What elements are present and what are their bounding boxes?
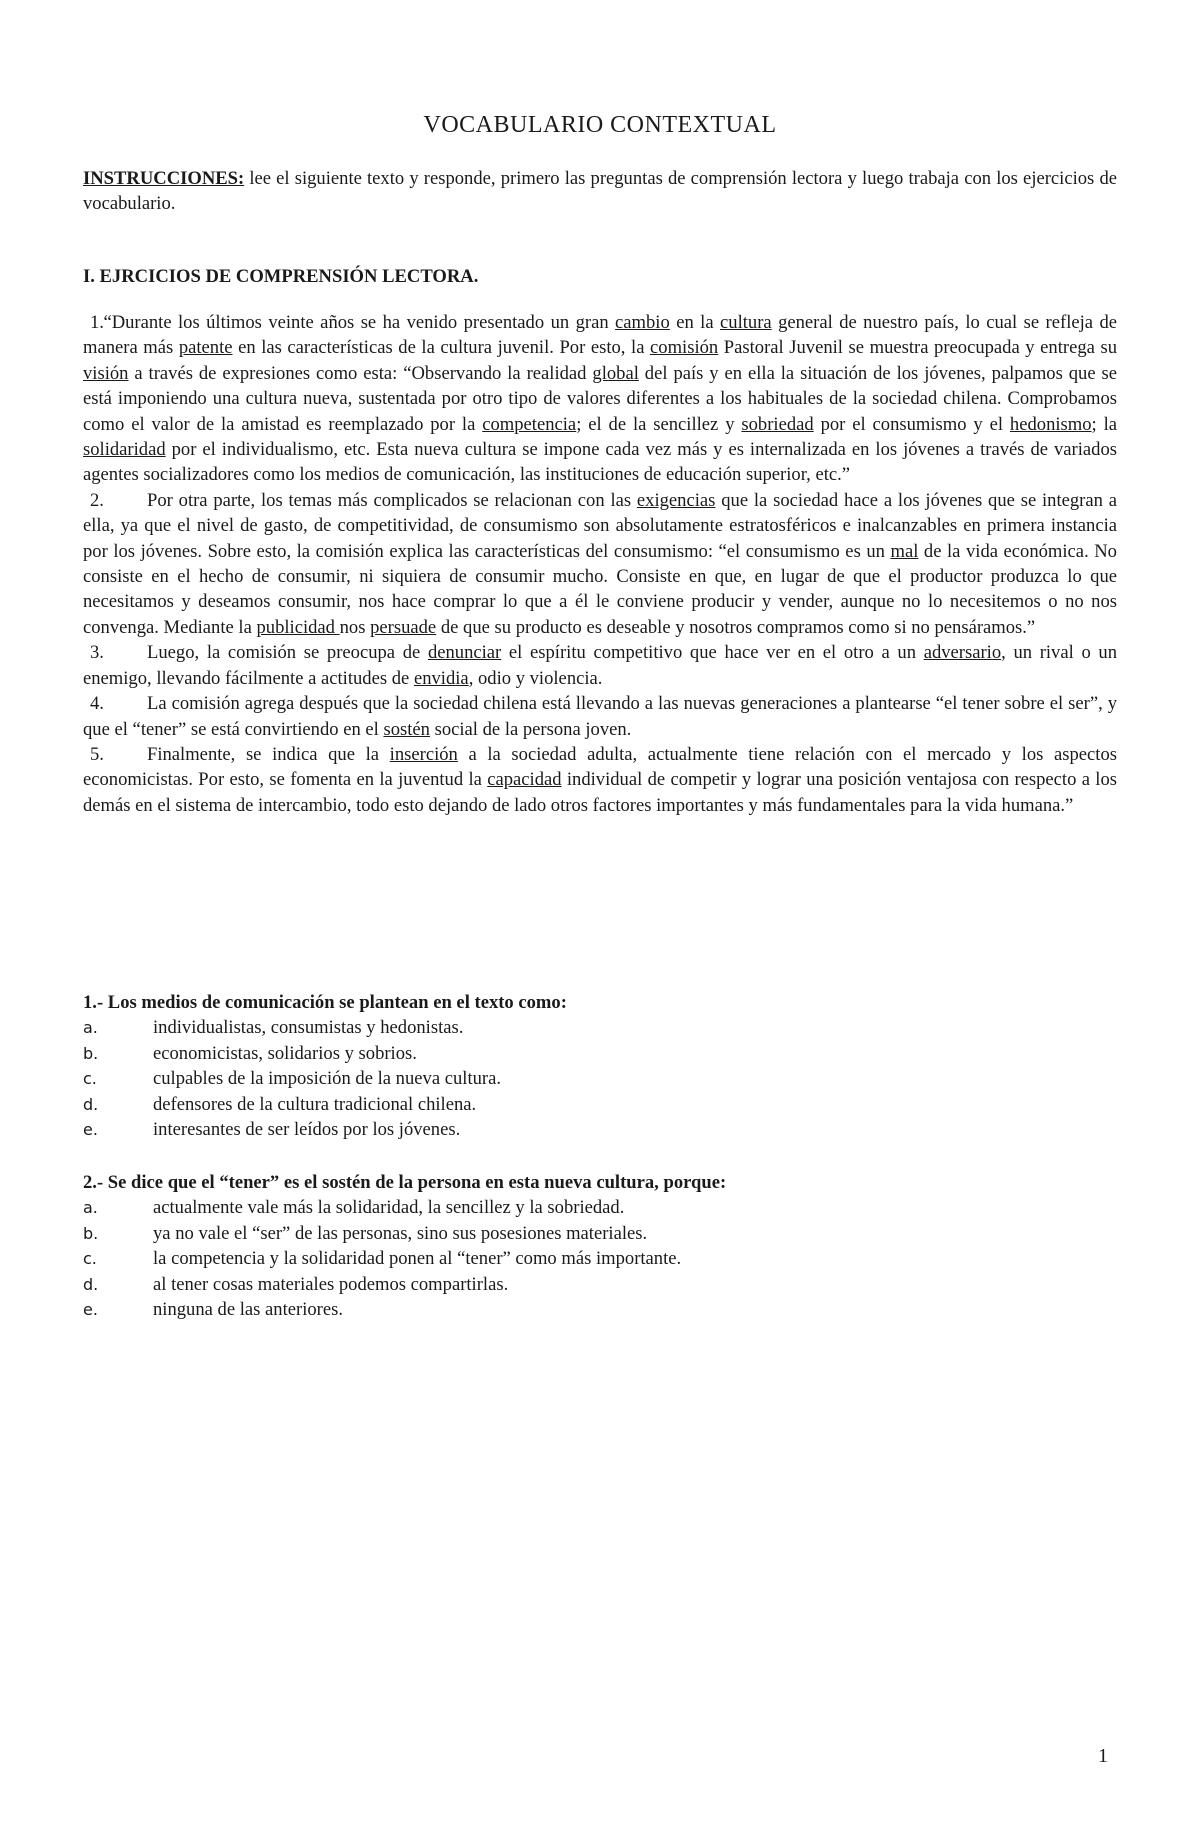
paragraph-text: el espíritu competitivo que hace ver en el otro a un — [501, 642, 924, 664]
vocabulary-word: publicidad — [256, 616, 340, 638]
vocabulary-word: exigencias — [636, 489, 716, 511]
option-item[interactable] — [83, 1272, 1117, 1297]
paragraph-text: general de nuestro país, lo cual se refleja de manera más — [83, 312, 1117, 359]
vocabulary-word: mal — [890, 540, 919, 562]
paragraph-text: en las características de la cultura juvenil. Por esto, la — [232, 337, 651, 359]
option-letter: a. — [83, 1018, 98, 1038]
option-list — [83, 1195, 1117, 1322]
option-text: culpables de la imposición de la nueva cultura. — [153, 1068, 501, 1090]
instructions-label: INSTRUCCIONES: — [83, 168, 245, 189]
option-letter: e. — [83, 1300, 98, 1320]
instructions — [83, 166, 1117, 216]
option-letter: e. — [83, 1120, 98, 1140]
vocabulary-word: hedonismo — [1009, 413, 1092, 435]
option-text: actualmente vale más la solidaridad, la sencillez y la sobriedad. — [153, 1197, 625, 1219]
paragraph-number: 1. — [90, 312, 104, 333]
option-item[interactable] — [83, 1297, 1117, 1322]
paragraph-text: ; la — [1091, 413, 1117, 435]
question-1 — [83, 990, 1117, 1142]
paragraph-text: individual de competir y lograr una posición ventajosa con respecto a los demás en el sistema de intercambio, todo esto dejando de lado otros factores importantes y más fundamentales para la vida humana.” — [83, 769, 1117, 816]
vocabulary-word: adversario — [923, 642, 1002, 664]
paragraph-number: 4. — [90, 693, 104, 715]
vocabulary-word: inserción — [389, 743, 458, 765]
paragraph-text: “Durante los últimos veinte años se ha venido presentado un gran — [103, 312, 616, 333]
paragraph-number: 5. — [90, 743, 104, 765]
option-letter: d. — [83, 1274, 99, 1294]
paragraph-text: a través de expresiones como esta: “Observando la realidad — [128, 362, 593, 384]
option-text: ninguna de las anteriores. — [153, 1299, 344, 1321]
vocabulary-word: competencia — [482, 413, 577, 435]
vocabulary-word: patente — [178, 337, 233, 359]
option-text: ya no vale el “ser” de las personas, sino sus posesiones materiales. — [153, 1222, 648, 1244]
paragraph-text: social de la persona joven. — [429, 718, 632, 740]
option-item[interactable] — [83, 1246, 1117, 1271]
option-text: defensores de la cultura tradicional chilena. — [153, 1093, 477, 1115]
option-letter: d. — [83, 1094, 99, 1114]
paragraph-text: ; el de la sencillez y — [576, 413, 742, 435]
option-item[interactable] — [83, 1195, 1117, 1220]
option-item[interactable] — [83, 1066, 1117, 1091]
paragraph-text: de la vida económica. No consiste en el hecho de consumir, ni siquiera de consumir mucho. Consiste en que, en lugar de que el productor produzca lo que necesitamos y deseamos consumir, nos hace comprar lo que a él le conviene producir y vender, aunque no lo necesitemos o no nos convenga. Mediante la — [83, 540, 1117, 638]
reading-paragraph — [83, 488, 1117, 640]
paragraph-text: de que su producto es deseable y nosotros compramos como si no pensáramos.” — [436, 616, 1036, 638]
option-text: la competencia y la solidaridad ponen al “tener” como más importante. — [153, 1248, 682, 1270]
option-text: al tener cosas materiales podemos compartirlas. — [153, 1273, 509, 1295]
question-prompt: 1.- Los medios de comunicación se plantean en el texto como: — [83, 992, 567, 1013]
option-text: interesantes de ser leídos por los jóvenes. — [153, 1119, 461, 1141]
reading-paragraph — [83, 742, 1117, 818]
section-heading: I. EJRCICIOS DE COMPRENSIÓN LECTORA. — [83, 266, 479, 287]
option-item[interactable] — [83, 1015, 1117, 1040]
paragraph-text: nos — [339, 616, 371, 638]
vocabulary-word: visión — [83, 362, 129, 384]
vocabulary-word: sostén — [383, 718, 430, 740]
paragraph-text: en la — [669, 312, 721, 333]
paragraph-text: , odio y violencia. — [468, 667, 603, 689]
vocabulary-word: denunciar — [427, 642, 502, 664]
paragraph-text: , un rival o un enemigo, llevando fácilmente a actitudes de — [83, 642, 1118, 689]
paragraph-text: por el individualismo, etc. Esta nueva cultura se impone cada vez más y es internalizada en los jóvenes a través de variados agentes socializadores como los medios de comunicación, las instituciones de educación superior, etc.” — [83, 439, 1117, 486]
option-text: economicistas, solidarios y sobrios. — [153, 1042, 417, 1064]
page-number: 1 — [1098, 1745, 1108, 1767]
question-2 — [83, 1170, 1117, 1322]
reading-paragraph — [83, 691, 1117, 742]
option-letter: a. — [83, 1198, 98, 1218]
document-title: VOCABULARIO CONTEXTUAL — [423, 112, 777, 138]
paragraph-text: Pastoral Juvenil se muestra preocupada y entrega su — [718, 337, 1117, 359]
option-item[interactable] — [83, 1221, 1117, 1246]
vocabulary-word: sobriedad — [741, 413, 814, 435]
paragraph-text: La comisión agrega después que la sociedad chilena está llevando a las nuevas generaciones a plantearse “el tener sobre el ser”, y que el “tener” se está convirtiendo en el — [83, 693, 1117, 740]
paragraph-number: 3. — [90, 642, 104, 664]
vocabulary-word: comisión — [650, 337, 719, 359]
reading-paragraph — [83, 310, 1117, 488]
vocabulary-word: cultura — [720, 312, 772, 333]
question-prompt: 2.- Se dice que el “tener” es el sostén de la persona en esta nueva cultura, porque: — [83, 1172, 727, 1193]
paragraph-number: 2. — [90, 489, 104, 511]
vocabulary-word: solidaridad — [83, 439, 166, 461]
paragraph-text: que la sociedad hace a los jóvenes que se integran a ella, ya que el nivel de gasto, de competitividad, de consumismo son absolutamente estratosféricos e inalcanzables en primera instancia por los jóvenes. Sobre esto, la comisión explica las características del consumismo: “el consumismo es un — [83, 489, 1117, 562]
paragraph-text: Luego, la comisión se preocupa de — [147, 642, 428, 664]
paragraph-text: Finalmente, se indica que la — [147, 743, 390, 765]
option-list — [83, 1015, 1117, 1142]
option-text: individualistas, consumistas y hedonistas. — [153, 1017, 464, 1039]
paragraph-text: por el consumismo y el — [813, 413, 1010, 435]
option-letter: c. — [83, 1069, 97, 1089]
option-item[interactable] — [83, 1092, 1117, 1117]
paragraph-text: Por otra parte, los temas más complicados se relacionan con las — [147, 489, 637, 511]
vocabulary-word: capacidad — [487, 769, 562, 791]
reading-passage — [83, 310, 1117, 818]
option-letter: b. — [83, 1043, 99, 1063]
reading-paragraph — [83, 640, 1117, 691]
option-item[interactable] — [83, 1117, 1117, 1142]
paragraph-text: a la sociedad adulta, actualmente tiene relación con el mercado y los aspectos economicistas. Por esto, se fomenta en la juventud la — [83, 743, 1117, 791]
option-item[interactable] — [83, 1041, 1117, 1066]
paragraph-text: del país y en ella la situación de los jóvenes, palpamos que se está imponiendo una cultura nueva, sustentada por otro tipo de valores diferentes a los habituales de la sociedad chilena. Comprobamos como el valor de la amistad es reemplazado por la — [83, 362, 1118, 435]
vocabulary-word: global — [592, 362, 639, 384]
option-letter: c. — [83, 1249, 97, 1269]
instructions-text: lee el siguiente texto y responde, primero las preguntas de comprensión lectora y luego trabaja con los ejercicios de vocabulario. — [83, 168, 1117, 214]
vocabulary-word: cambio — [615, 312, 670, 333]
option-letter: b. — [83, 1223, 99, 1243]
vocabulary-word: persuade — [370, 616, 437, 638]
vocabulary-word: envidia — [413, 667, 469, 689]
